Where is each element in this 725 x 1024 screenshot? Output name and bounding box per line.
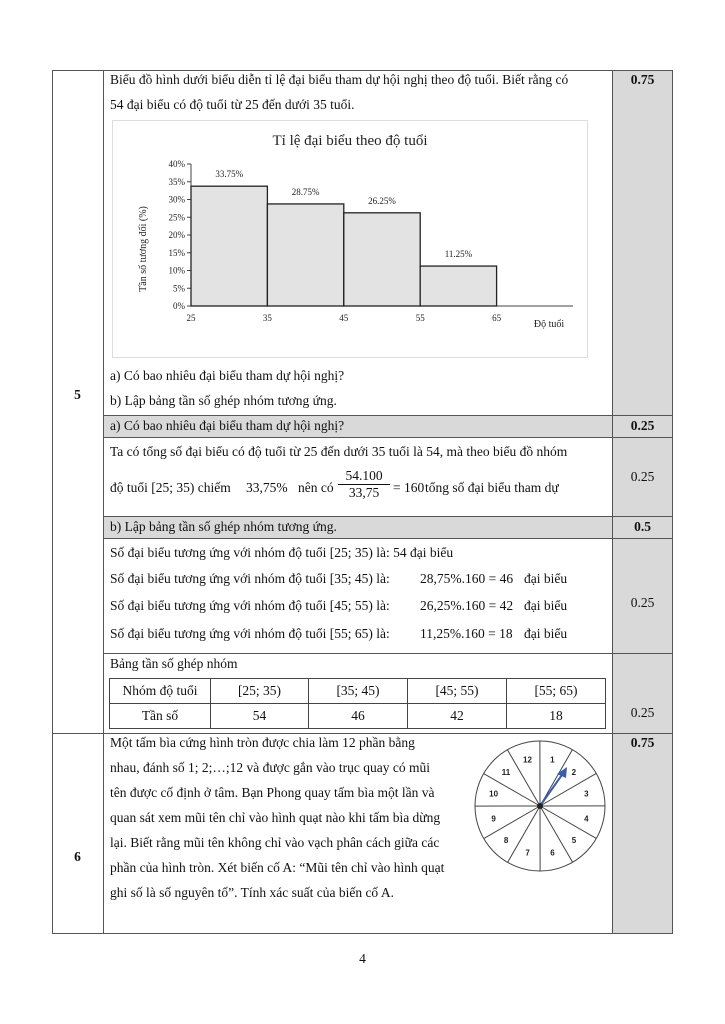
bar-data-label: 28.75% xyxy=(291,186,320,197)
sol-b-line3-pre: Số đại biểu tương ứng với nhóm độ tuổi [45; 55) là: xyxy=(110,598,390,613)
wheel-number-label: 2 xyxy=(571,767,577,777)
table-cell: [35; 45) xyxy=(309,679,408,704)
sol-a-header-points: 0.25 xyxy=(630,418,655,433)
sol-a-fraction xyxy=(338,468,390,501)
score-column-bg-6 xyxy=(613,733,672,933)
sol-b-line2-post: đại biểu xyxy=(524,571,568,586)
chart-title: Tỉ lệ đại biểu theo độ tuổi xyxy=(272,133,428,149)
bar-data-label: 33.75% xyxy=(215,169,244,180)
sol-a-fraction-result: = 160 xyxy=(393,480,425,495)
wheel-center-pin xyxy=(537,803,543,809)
sol-b-line2-pre: Số đại biểu tương ứng với nhóm độ tuổi [35; 45) là: xyxy=(110,571,390,586)
row-divider xyxy=(103,653,673,654)
table-border-right xyxy=(672,70,673,933)
wheel-number-label: 5 xyxy=(571,835,577,845)
q5-part-b: b) Lập bảng tần số ghép nhóm tương ứng. xyxy=(110,393,337,408)
table-cell: 46 xyxy=(309,704,408,729)
table-border-left xyxy=(52,70,53,933)
frequency-table-title: Bảng tần số ghép nhóm xyxy=(110,656,238,671)
q6-line7: ghi số là số nguyên tố”. Tính xác suất của biến cố A. xyxy=(110,885,394,900)
q5-prompt-line1: Biểu đồ hình dưới biểu diễn tỉ lệ đại biểu tham dự hội nghị theo độ tuổi. Biết rằng có xyxy=(110,72,569,87)
wheel-number-label: 12 xyxy=(523,755,532,765)
score-column-bg xyxy=(613,70,672,415)
fraction-numerator: 54.100 xyxy=(338,468,390,485)
chart-xlabel: Độ tuổi xyxy=(533,319,565,330)
table-border-num xyxy=(103,70,104,933)
sol-b-line4-post: đại biểu xyxy=(524,626,568,641)
sol-b-line4-pre: Số đại biểu tương ứng với nhóm độ tuổi [55; 65) là: xyxy=(110,626,390,641)
y-tick-label: 20% xyxy=(168,230,185,240)
row-divider xyxy=(103,538,673,539)
table-border-bottom xyxy=(52,933,673,934)
sol-b-line4-math: 11,25%.160 = 18 xyxy=(420,626,513,641)
sol-b-points-2: 0.25 xyxy=(630,705,655,720)
question-number-5: 5 xyxy=(74,387,81,402)
sol-a-line2-pre: độ tuổi [25; 35) chiếm xyxy=(110,480,231,495)
sol-b-header-points: 0.5 xyxy=(634,519,651,534)
histogram-bar xyxy=(344,213,420,306)
q6-points: 0.75 xyxy=(630,735,655,750)
histogram-svg xyxy=(113,121,587,357)
row-divider xyxy=(103,415,673,416)
sol-a-line2-post: tổng số đại biểu tham dự xyxy=(425,480,559,495)
wheel-number-label: 11 xyxy=(501,768,511,778)
sol-b-header: b) Lập bảng tần số ghép nhóm tương ứng. xyxy=(110,519,337,534)
q6-line4: quan sát xem mũi tên chỉ vào hình quạt nào khi tấm bìa dừng xyxy=(110,810,441,825)
wheel-number-label: 4 xyxy=(584,814,589,824)
chart-ylabel: Tần số tương đối (%) xyxy=(138,206,149,292)
histogram-chart xyxy=(112,120,588,358)
y-tick-label: 40% xyxy=(168,159,185,169)
page-number: 4 xyxy=(359,951,366,966)
sol-b-line1: Số đại biểu tương ứng với nhóm độ tuổi [25; 35) là: 54 đại biểu xyxy=(110,545,454,560)
histogram-bar xyxy=(267,204,343,306)
q5-points: 0.75 xyxy=(630,72,655,87)
row-divider xyxy=(103,437,673,438)
q6-line5: lại. Biết rằng mũi tên không chỉ vào vạch phân cách giữa các xyxy=(110,835,440,850)
table-cell: [45; 55) xyxy=(408,679,507,704)
wheel-number-label: 3 xyxy=(584,789,589,799)
histogram-bar xyxy=(420,266,496,306)
sol-b-line3-post: đại biểu xyxy=(524,598,568,613)
bar-data-label: 11.25% xyxy=(444,249,473,260)
question-number-6: 6 xyxy=(74,849,81,864)
sol-b-points-1: 0.25 xyxy=(630,595,655,610)
y-tick-label: 25% xyxy=(168,212,185,223)
wheel-number-label: 8 xyxy=(503,836,509,846)
histogram-bar xyxy=(191,186,267,306)
bar-data-label: 26.25% xyxy=(368,195,396,206)
fraction-denominator: 33,75 xyxy=(348,485,380,500)
x-tick-label: 45 xyxy=(339,313,349,323)
table-header-row xyxy=(110,679,606,704)
q6-line1: Một tấm bìa cứng hình tròn được chia làm 12 phần bằng xyxy=(110,735,415,750)
q6-line2: nhau, đánh số 1; 2;…;12 và được gắn vào trục quay có mũi xyxy=(110,760,431,775)
q6-line3: tên được cố định ở tâm. Bạn Phong quay tấm bìa một lần và xyxy=(110,785,435,800)
x-tick-label: 25 xyxy=(186,313,196,323)
q5-prompt-line2: 54 đại biểu có độ tuổi từ 25 đến dưới 35 tuổi. xyxy=(110,97,355,112)
x-tick-label: 55 xyxy=(415,313,425,323)
table-row xyxy=(110,704,606,729)
sol-b-line3-math: 26,25%.160 = 42 xyxy=(420,598,514,613)
q6-line6: phần của hình tròn. Xét biến cố A: “Mũi tên chỉ vào hình quạt xyxy=(110,860,445,875)
sol-a-points: 0.25 xyxy=(630,469,655,484)
y-tick-label: 35% xyxy=(168,176,185,187)
table-cell: [25; 35) xyxy=(211,679,309,704)
wheel-number-label: 9 xyxy=(491,814,496,824)
spinner-wheel xyxy=(470,738,610,874)
q5-part-a: a) Có bao nhiêu đại biểu tham dự hội nghị? xyxy=(110,368,345,383)
wheel-number-label: 7 xyxy=(525,848,530,858)
sol-a-header: a) Có bao nhiêu đại biểu tham dự hội nghị? xyxy=(110,418,345,433)
table-cell: [55; 65) xyxy=(507,679,606,704)
x-tick-label: 65 xyxy=(492,313,502,323)
sol-a-line2-pct: 33,75% xyxy=(246,480,288,495)
table-cell: 42 xyxy=(408,704,507,729)
y-tick-label: 30% xyxy=(168,194,185,205)
y-tick-label: 5% xyxy=(173,283,185,294)
x-tick-label: 35 xyxy=(262,313,272,323)
sol-b-line2-math: 28,75%.160 = 46 xyxy=(420,571,514,586)
table-cell: Nhóm độ tuổi xyxy=(110,679,211,704)
y-tick-label: 10% xyxy=(168,265,185,276)
table-border-score xyxy=(612,70,613,933)
wheel-number-label: 6 xyxy=(550,848,555,858)
wheel-number-label: 10 xyxy=(489,789,499,799)
table-cell: Tần số xyxy=(110,704,211,729)
sol-a-line1: Ta có tổng số đại biểu có độ tuổi từ 25 đến dưới 35 tuổi là 54, mà theo biểu đồ nhóm xyxy=(110,444,568,459)
frequency-table xyxy=(109,678,606,729)
row-divider xyxy=(103,516,673,517)
y-tick-label: 0% xyxy=(173,301,185,311)
wheel-number-label: 1 xyxy=(550,755,555,765)
sol-a-line2-mid: nên có xyxy=(298,480,334,495)
y-tick-label: 15% xyxy=(168,247,185,258)
table-cell: 54 xyxy=(211,704,309,729)
table-cell: 18 xyxy=(507,704,606,729)
